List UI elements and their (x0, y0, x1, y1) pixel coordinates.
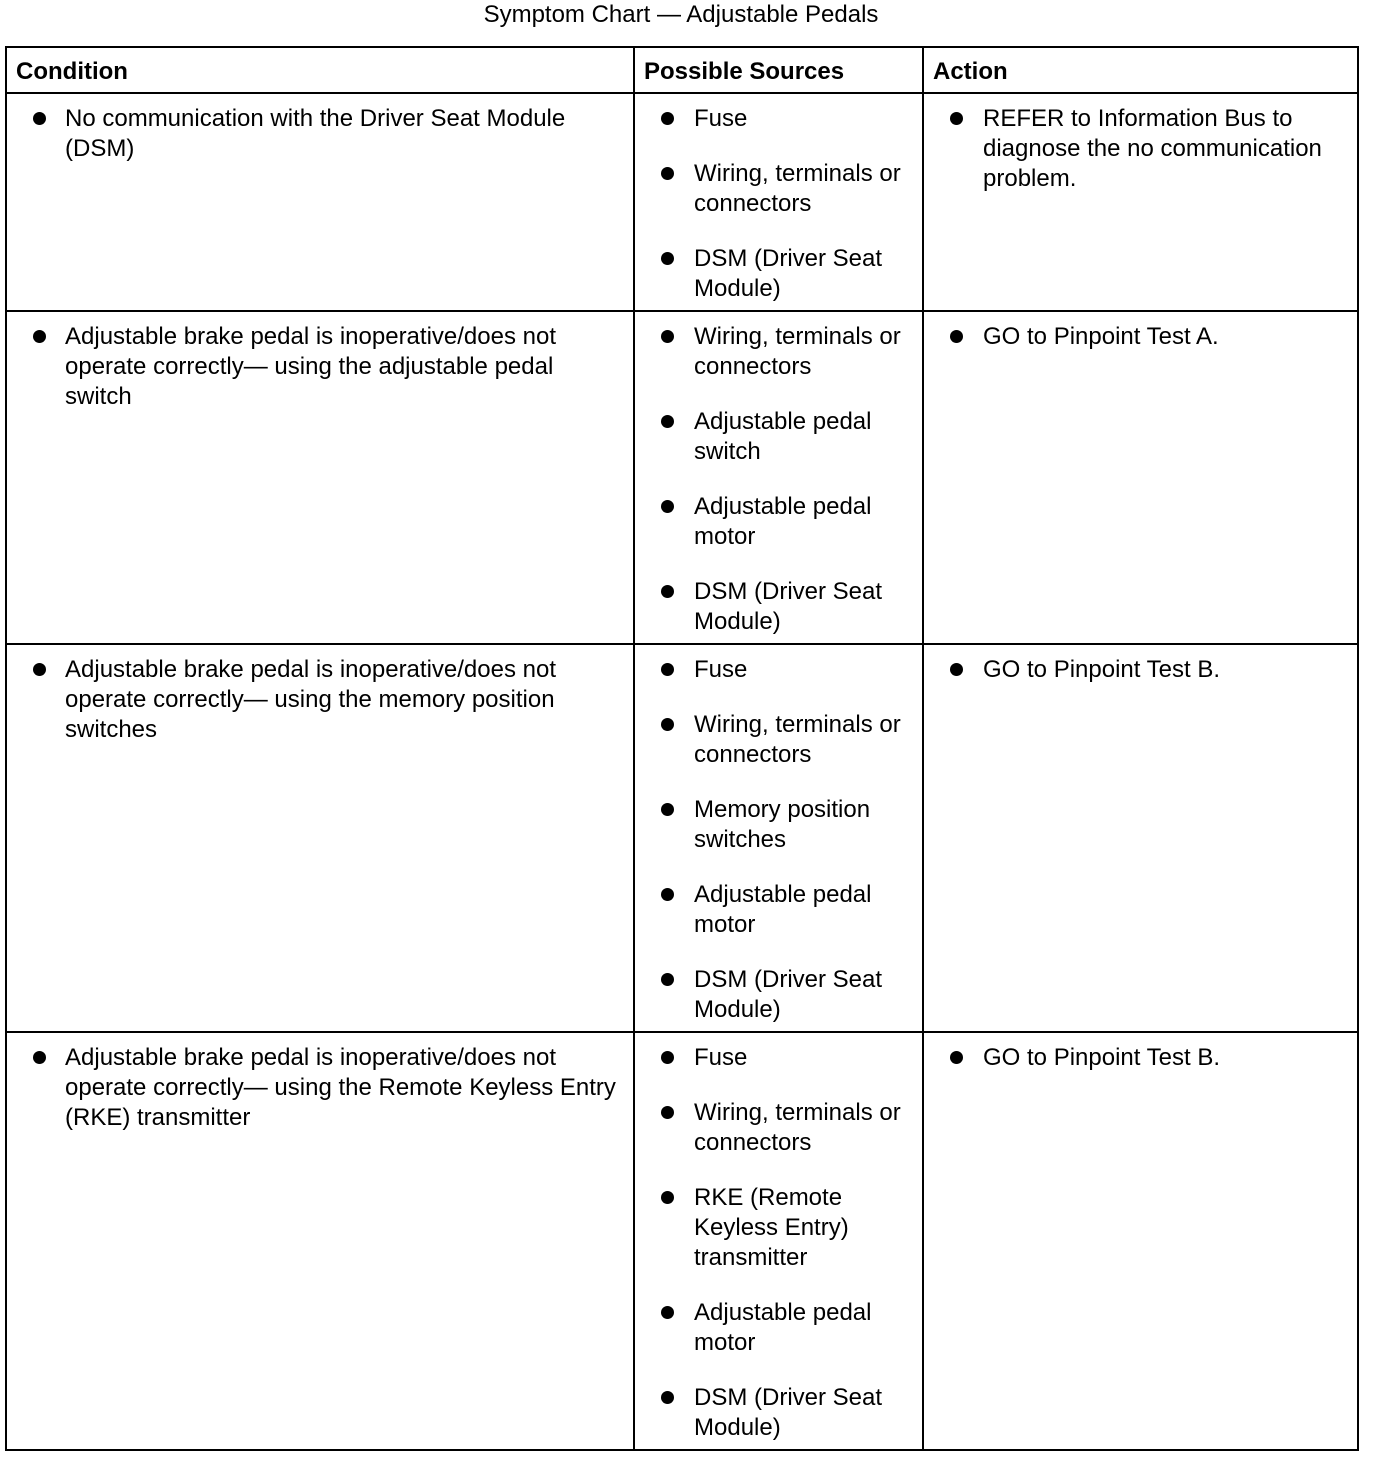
condition-text: Adjustable brake pedal is inoperative/does not operate correctly— using the adjustable pedal switch (65, 323, 556, 410)
condition-cell (6, 644, 634, 1032)
bullet-icon (661, 415, 674, 428)
bullet-icon (661, 1051, 674, 1064)
source-text: Wiring, terminals or connectors (694, 1099, 901, 1156)
header-condition: Condition (6, 47, 634, 93)
action-item (932, 104, 1349, 194)
header-possible-sources: Possible Sources (634, 47, 923, 93)
source-text: DSM (Driver Seat Module) (694, 1384, 883, 1441)
bullet-icon (661, 663, 674, 676)
source-text: Wiring, terminals or connectors (694, 160, 901, 217)
bullet-icon (661, 500, 674, 513)
source-text: DSM (Driver Seat Module) (694, 245, 883, 302)
bullet-icon (661, 1306, 674, 1319)
source-item (643, 1183, 914, 1273)
source-item (643, 1098, 914, 1158)
bullet-icon (950, 330, 963, 343)
source-item (643, 577, 914, 637)
symptom-table (5, 46, 1359, 1451)
source-text: Adjustable pedal motor (694, 493, 872, 550)
action-item (932, 1043, 1349, 1073)
condition-item (15, 322, 625, 412)
page-title: Symptom Chart — Adjustable Pedals (483, 1, 879, 28)
source-text: RKE (Remote Keyless Entry) transmitter (694, 1184, 849, 1271)
bullet-icon (950, 663, 963, 676)
source-text: Fuse (694, 105, 748, 132)
condition-item (15, 655, 625, 745)
bullet-icon (950, 112, 963, 125)
source-item (643, 407, 914, 467)
bullet-icon (661, 167, 674, 180)
bullet-icon (661, 1391, 674, 1404)
source-item (643, 1298, 914, 1358)
source-item (643, 655, 914, 685)
table-row (6, 644, 1358, 1032)
sources-cell (634, 1032, 923, 1450)
condition-text: Adjustable brake pedal is inoperative/does not operate correctly— using the Remote Keyless Entry (RKE) transmitter (65, 1044, 616, 1131)
source-text: Wiring, terminals or connectors (694, 323, 901, 380)
condition-item (15, 1043, 625, 1133)
source-item (643, 880, 914, 940)
bullet-icon (661, 585, 674, 598)
source-text: Adjustable pedal switch (694, 408, 872, 465)
condition-text: Adjustable brake pedal is inoperative/does not operate correctly— using the memory position switches (65, 656, 556, 743)
action-item (932, 322, 1349, 352)
source-text: Memory position switches (694, 796, 871, 853)
sources-cell (634, 93, 923, 311)
header-action: Action (923, 47, 1358, 93)
condition-cell (6, 311, 634, 644)
bullet-icon (661, 330, 674, 343)
action-text: GO to Pinpoint Test A. (983, 323, 1219, 350)
table-row (6, 1032, 1358, 1450)
source-item (643, 322, 914, 382)
source-item (643, 159, 914, 219)
bullet-icon (661, 1191, 674, 1204)
action-text: GO to Pinpoint Test B. (983, 1044, 1221, 1071)
table-row (6, 311, 1358, 644)
bullet-icon (661, 252, 674, 265)
bullet-icon (661, 112, 674, 125)
bullet-icon (33, 112, 46, 125)
bullet-icon (33, 1051, 46, 1064)
action-cell (923, 93, 1358, 311)
action-cell (923, 644, 1358, 1032)
bullet-icon (33, 330, 46, 343)
bullet-icon (33, 663, 46, 676)
source-text: Fuse (694, 1044, 748, 1071)
source-text: DSM (Driver Seat Module) (694, 966, 883, 1023)
bullet-icon (950, 1051, 963, 1064)
table-row (6, 93, 1358, 311)
source-item (643, 492, 914, 552)
source-text: Wiring, terminals or connectors (694, 711, 901, 768)
bullet-icon (661, 888, 674, 901)
action-cell (923, 311, 1358, 644)
bullet-icon (661, 1106, 674, 1119)
action-cell (923, 1032, 1358, 1450)
sources-cell (634, 644, 923, 1032)
sources-cell (634, 311, 923, 644)
condition-item (15, 104, 625, 164)
bullet-icon (661, 803, 674, 816)
source-text: Adjustable pedal motor (694, 1299, 872, 1356)
condition-cell (6, 1032, 634, 1450)
source-item (643, 1383, 914, 1443)
action-item (932, 655, 1349, 685)
source-item (643, 710, 914, 770)
source-item (643, 104, 914, 134)
source-item (643, 1043, 914, 1073)
condition-text: No communication with the Driver Seat Module (DSM) (65, 105, 566, 162)
source-text: Adjustable pedal motor (694, 881, 872, 938)
source-text: Fuse (694, 656, 748, 683)
source-item (643, 965, 914, 1025)
action-text: GO to Pinpoint Test B. (983, 656, 1221, 683)
source-item (643, 795, 914, 855)
action-text: REFER to Information Bus to diagnose the no communication problem. (983, 105, 1322, 192)
condition-cell (6, 93, 634, 311)
source-item (643, 244, 914, 304)
source-text: DSM (Driver Seat Module) (694, 578, 883, 635)
bullet-icon (661, 718, 674, 731)
bullet-icon (661, 973, 674, 986)
header-row (6, 47, 1358, 93)
